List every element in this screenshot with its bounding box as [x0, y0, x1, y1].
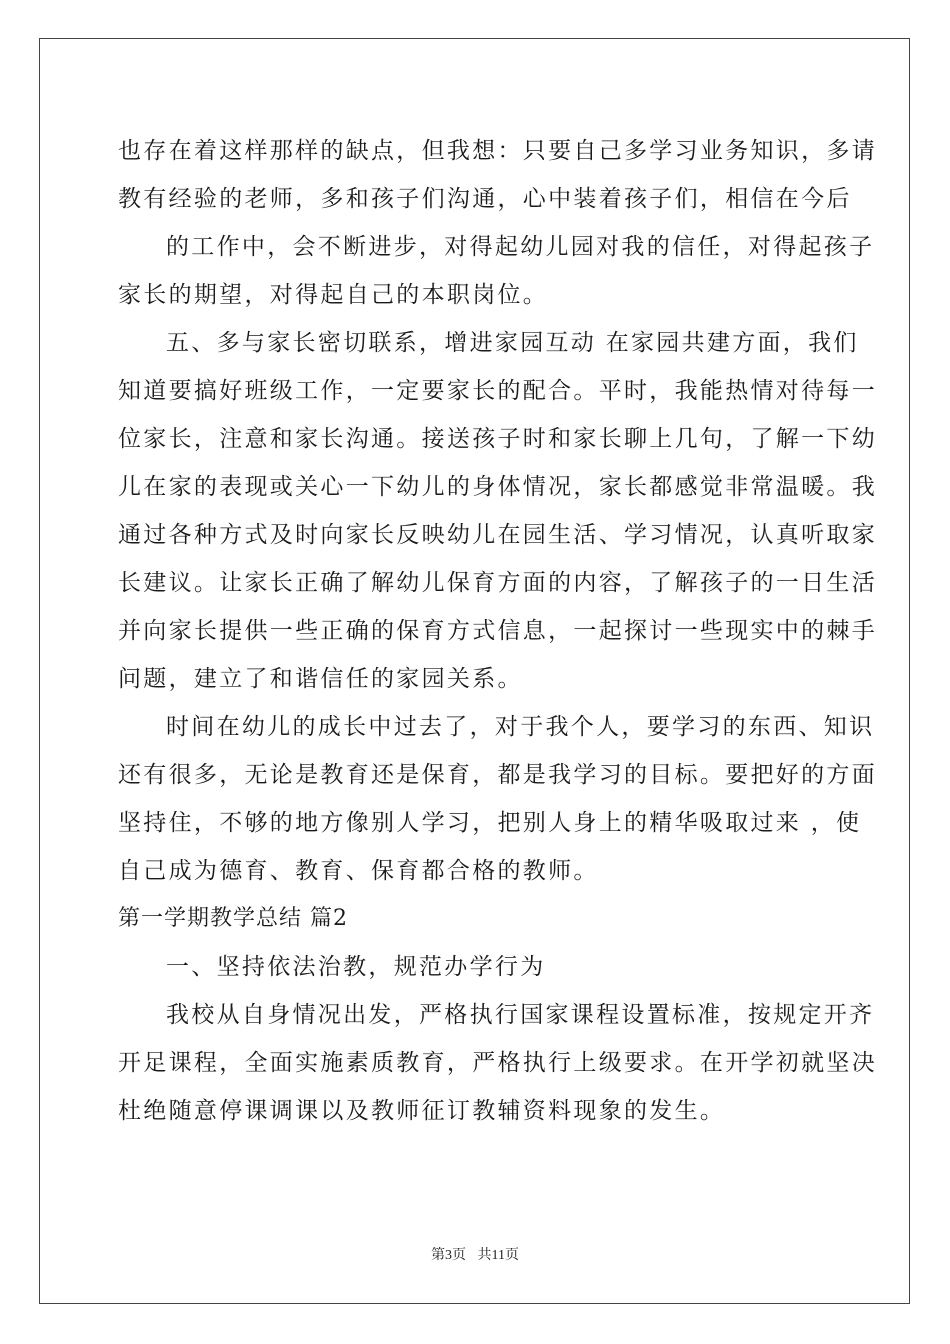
text-line: 长建议。让家长正确了解幼儿保育方面的内容，了解孩子的一日生活 [118, 570, 877, 596]
text-line: 五、多与家长密切联系，增进家园互动 在家园共建方面，我们 [166, 330, 859, 356]
text-line: 还有很多，无论是教育还是保育，都是我学习的目标。要把好的方面 [118, 762, 877, 788]
text-line: 教有经验的老师，多和孩子们沟通，心中装着孩子们，相信在今后 [118, 186, 852, 212]
text-line: 的工作中，会不断进步，对得起幼儿园对我的信任，对得起孩子 [166, 234, 875, 260]
text-line: 通过各种方式及时向家长反映幼儿在园生活、学习情况，认真听取家 [118, 522, 877, 548]
text-line: 家长的期望，对得起自己的本职岗位。 [118, 282, 549, 308]
text-line: 我校从自身情况出发，严格执行国家课程设置标准，按规定开齐 [166, 1002, 875, 1028]
text-line: 位家长，注意和家长沟通。接送孩子时和家长聊上几句，了解一下幼 [118, 426, 877, 452]
page-footer [0, 1244, 950, 1264]
text-line: 也存在着这样那样的缺点，但我想：只要自己多学习业务知识，多请 [118, 138, 877, 164]
text-line: 儿在家的表现或关心一下幼儿的身体情况，家长都感觉非常温暖。我 [118, 474, 877, 500]
text-line: 时间在幼儿的成长中过去了，对于我个人，要学习的东西、知识 [166, 714, 875, 740]
text-line: 坚持住，不够的地方像别人学习，把别人身上的精华吸取过来 ，使 [118, 810, 862, 836]
document-body [118, 127, 877, 1135]
text-line: 自己成为德育、教育、保育都合格的教师。 [118, 858, 599, 884]
section-heading: 第一学期教学总结 篇2 [118, 906, 348, 931]
text-line: 一、坚持依法治教，规范办学行为 [166, 954, 546, 980]
text-line: 并向家长提供一些正确的保育方式信息，一起探讨一些现实中的棘手 [118, 618, 877, 644]
page-number: 第3页 [431, 1248, 466, 1263]
text-line: 知道要搞好班级工作，一定要家长的配合。平时，我能热情对待每一 [118, 378, 877, 404]
page-total: 共11页 [477, 1248, 519, 1263]
text-line: 开足课程，全面实施素质教育，严格执行上级要求。在开学初就坚决 [118, 1050, 877, 1076]
text-line: 杜绝随意停课调课以及教师征订教辅资料现象的发生。 [118, 1098, 726, 1124]
text-line: 问题，建立了和谐信任的家园关系。 [118, 666, 523, 692]
